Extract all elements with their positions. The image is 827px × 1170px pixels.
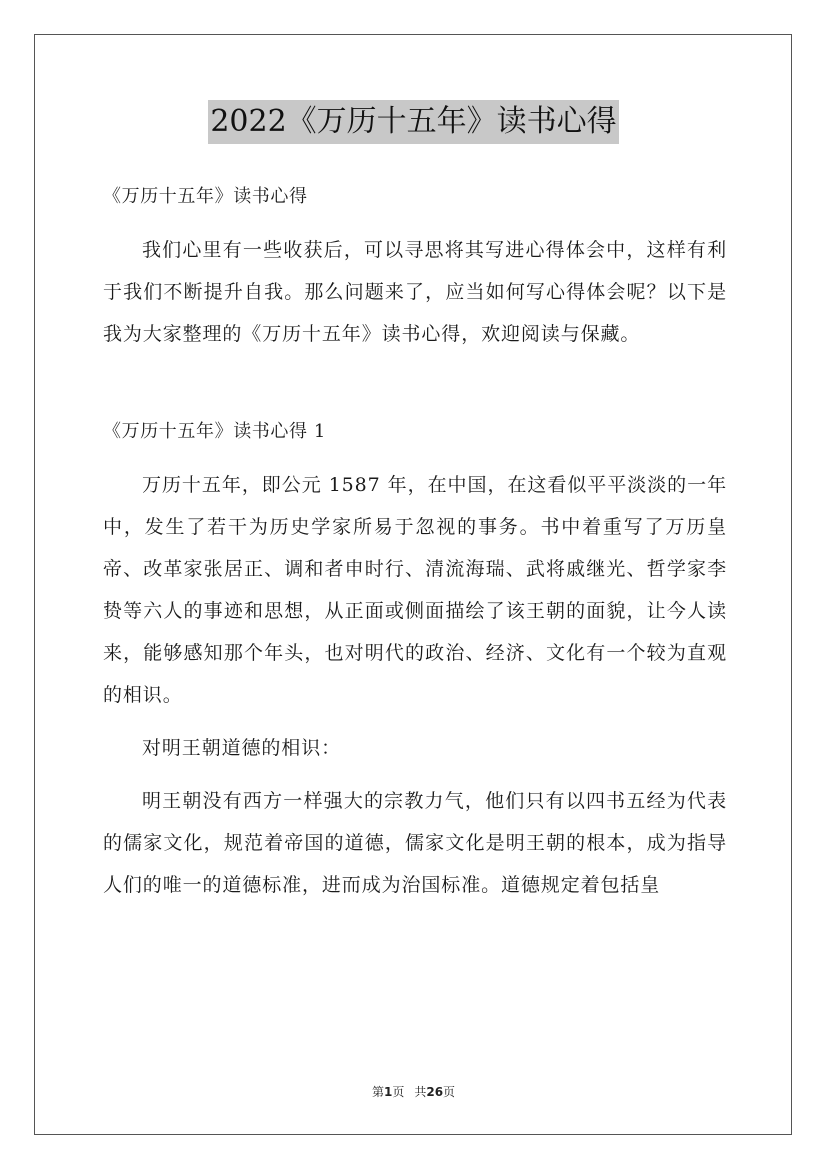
document-subtitle: 《万历十五年》读书心得	[103, 186, 308, 207]
intro-paragraph: 我们心里有一些收获后，可以寻思将其写进心得体会中，这样有利于我们不断提升自我。那么问题来了，应当如何写心得体会呢？以下是我为大家整理的《万历十五年》读书心得，欢迎阅读与保藏。	[103, 239, 727, 345]
page-prefix: 第	[371, 1085, 384, 1099]
body-paragraph-3: 明王朝没有西方一样强大的宗教力气，他们只有以四书五经为代表的儒家文化，规范着帝国的道德，儒家文化是明王朝的根本，成为指导人们的唯一的道德标准，进而成为治国标准。道德规定着包括皇	[103, 790, 727, 896]
page-footer	[0, 1083, 827, 1100]
spacer	[103, 453, 727, 464]
section-heading: 《万历十五年》读书心得 1	[103, 421, 326, 442]
page-number: 1	[383, 1085, 393, 1099]
body-paragraph-2: 对明王朝道德的相识：	[142, 737, 342, 759]
body-paragraph-1: 万历十五年，即公元 1587 年，在中国，在这看似平平淡淡的一年中，发生了若干为历史学家所易于忽视的事务。书中着重写了万历皇帝、改革家张居正、调和者申时行、清流海瑞、武将戚继光、哲学家李贽等六人的事迹和思想，从正面或侧面描绘了该王朝的面貌，让今人读来，能够感知那个年头，也对明代的政治、经济、文化有一个较为直观的相识。	[103, 474, 727, 706]
spacer	[103, 218, 727, 229]
spacer	[103, 716, 727, 727]
spacer	[103, 355, 727, 411]
total-pages: 26	[426, 1085, 444, 1099]
total-suffix: 页	[443, 1085, 456, 1099]
page-suffix: 页	[392, 1085, 405, 1099]
document-title: 2022《万历十五年》读书心得	[208, 100, 618, 144]
title-container	[0, 100, 827, 144]
document-body	[103, 176, 727, 906]
total-prefix: 共	[414, 1085, 427, 1099]
spacer	[103, 769, 727, 780]
